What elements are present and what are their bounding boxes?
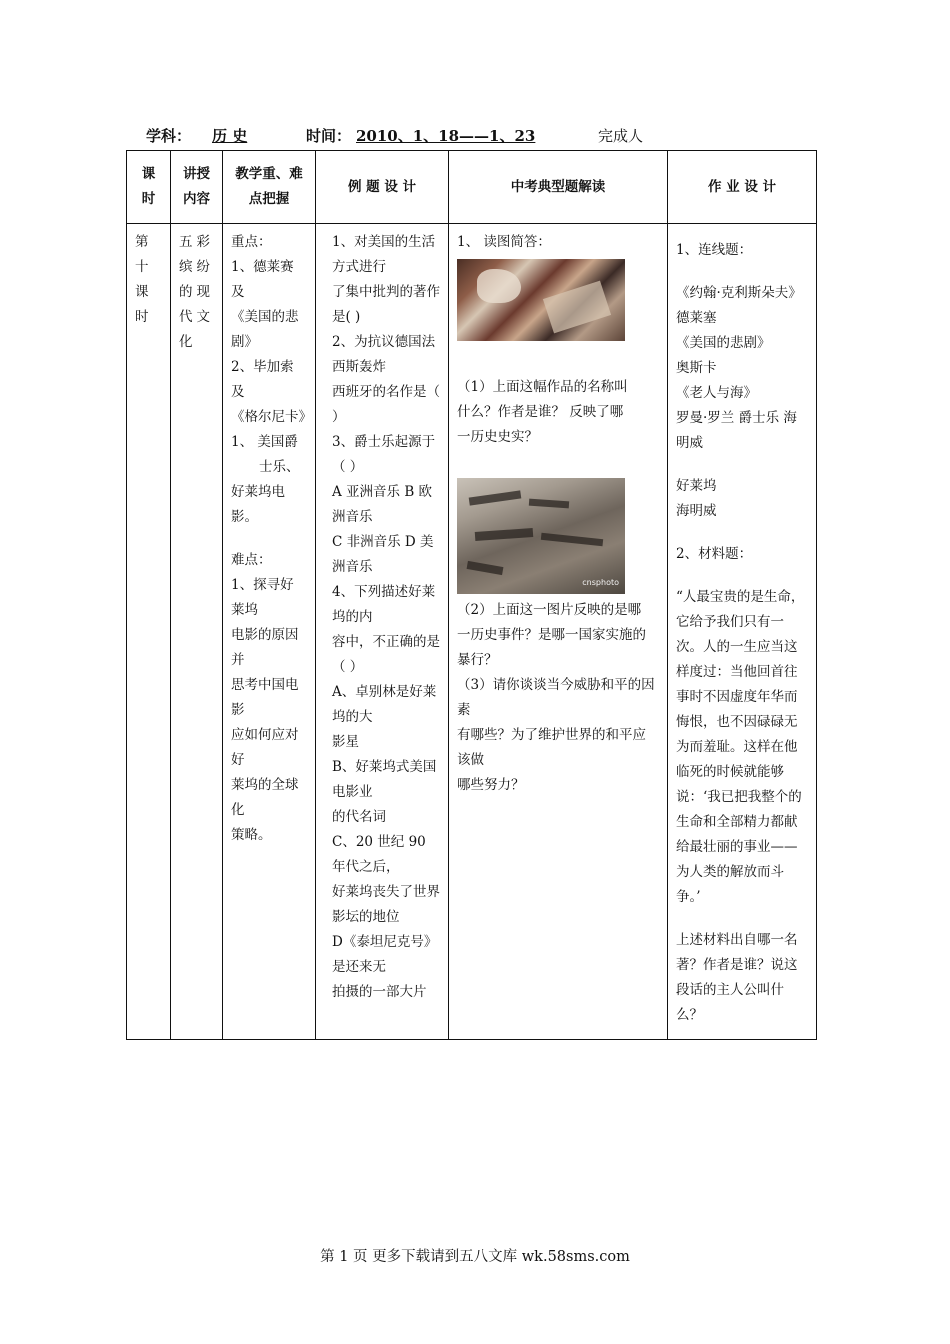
question-1-text: 什么？作者是谁？ 反映了哪 [457,404,624,420]
content-text: 五彩缤纷的现代文化 [179,234,214,350]
examples-cell [316,224,449,1040]
content-cell [171,224,223,1040]
matching-line: 奥斯卡 [676,360,717,376]
difficulty-item: 思考中国电影 [231,677,299,718]
example-line: 的代名词 [332,809,386,825]
example-line: D《泰坦尼克号》是还来无 [332,934,438,975]
example-line: 拍摄的一部大片 [332,984,427,1000]
key-item: 1、德莱赛及 [231,259,294,300]
matching-line: 《约翰·克利斯朵夫》 德莱塞 [676,285,802,326]
example-line: 好莱坞丧失了世界影坛的地位 [332,884,440,925]
example-line: 3、爵士乐起源于（ ） [332,434,436,475]
document-header [146,125,846,149]
question-1-text: （1）上面这幅作品的名称叫 [457,379,628,395]
question-2-text: （2）上面这一图片反映的是哪 [457,602,642,618]
time-value: 2010、1、18——1、23 [356,127,536,145]
quote-text: “人最宝贵的是生命，它给予我们只有一次。人的一生应当这样度过：当他回首往事时不因虚度年华而悔恨，也不因碌碌无为而羞耻。这样在他临死的时候就能够说：‘我已把我整个的生命和全部精力都献给最壮丽的事业——为人类的解放而斗争。’ [676,589,805,905]
key-item: 好莱坞电影。 [231,484,285,525]
key-points-cell [223,224,316,1040]
key-title: 重点： [231,234,272,250]
header-homework: 作 业 设 计 [668,151,817,224]
header-lesson: 课时 [127,151,171,224]
difficulty-item: 莱坞的全球化 [231,777,299,818]
key-item: 《格尔尼卡》 [231,409,312,425]
key-item: 《美国的悲剧》 [231,309,299,350]
page-footer: 第 1 页 更多下载请到五八文库 wk.58sms.com [320,1249,630,1265]
task-2-title: 2、材料题： [676,546,753,562]
difficulty-title: 难点： [231,552,272,568]
subject-value: 历 史 [212,127,248,145]
guernica-painting-image [457,259,625,341]
example-line: C 非洲音乐 D 美洲音乐 [332,534,434,575]
example-line: A、卓别林是好莱坞的大 [332,684,437,725]
key-item: 2、毕加索及 [231,359,294,400]
matching-line: 《老人与海》 [676,385,757,401]
question-1-title: 1、 读图简答： [457,234,551,250]
header-content: 讲授内容 [171,151,223,224]
example-line: 影星 [332,734,359,750]
example-line: 4、下列描述好莱坞的内 [332,584,436,625]
author-label: 完成人 [598,127,644,145]
example-line: 西班牙的名作是（ ） [332,384,440,425]
example-line: C、20 世纪 90 年代之后， [332,834,426,875]
key-item: 1、 美国爵 [231,434,298,450]
question-2-text: 一历史事件？是哪一国家实施的 [457,627,646,643]
photo-watermark: cnsphoto [582,578,619,587]
example-line: 了集中批判的著作是( ) [332,284,440,325]
difficulty-item: 策略。 [231,827,272,843]
matching-line: 罗曼·罗兰 爵士乐 海明威 [676,410,797,451]
key-item: 士乐、 [259,459,300,475]
question-3-text: （3）请你谈谈当今威胁和平的因素 [457,677,655,718]
task-2-question: 上述材料出自哪一名著？作者是谁？说这段话的主人公叫什么？ [676,932,798,1023]
lesson-plan-table [126,150,817,1040]
question-3-text: 哪些努力？ [457,777,525,793]
example-line: 容中，不正确的是（ ） [332,634,440,675]
question-1-text: 一历史史实？ [457,429,538,445]
difficulty-item: 应如何应对好 [231,727,299,768]
question-3-text: 有哪些？为了维护世界的和平应该做 [457,727,646,768]
table-header-row [127,151,817,224]
header-exam-questions: 中考典型题解读 [449,151,668,224]
matching-line: 《美国的悲剧》 [676,335,771,351]
nanjing-memorial-image [457,478,625,594]
subject-label: 学科： [146,127,192,145]
lesson-text: 第十课时 [135,234,149,325]
example-line: 1、对美国的生活方式进行 [332,234,436,275]
example-line: B、好莱坞式美国电影业 [332,759,437,800]
matching-extra: 海明威 [676,503,717,519]
exam-questions-cell [449,224,668,1040]
lesson-cell [127,224,171,1040]
difficulty-item: 电影的原因并 [231,627,299,668]
header-examples: 例 题 设 计 [316,151,449,224]
example-line: 2、为抗议德国法西斯轰炸 [332,334,436,375]
lesson-row [127,224,817,1040]
difficulty-item: 1、探寻好莱坞 [231,577,294,618]
homework-cell [668,224,817,1040]
time-label: 时间： [306,127,352,145]
example-line: A 亚洲音乐 B 欧洲音乐 [332,484,433,525]
matching-extra: 好莱坞 [676,478,717,494]
header-key-points: 教学重、难点把握 [223,151,316,224]
task-1-title: 1、连线题： [676,242,753,258]
question-2-text: 暴行？ [457,652,498,668]
